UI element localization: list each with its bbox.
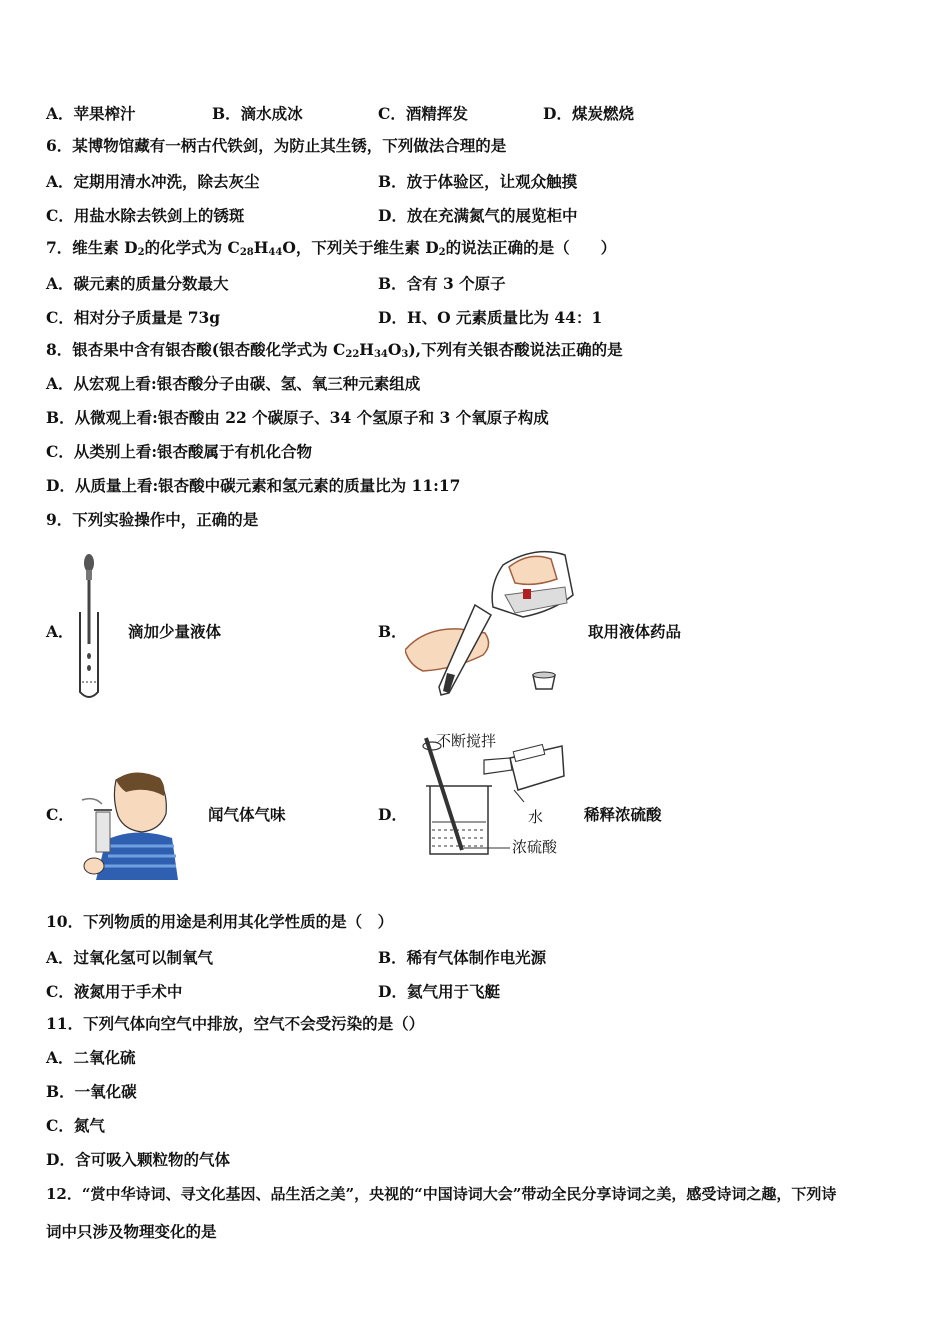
q11-option-d: D．含可吸入颗粒物的气体: [46, 1150, 230, 1169]
q9-c-caption: 闻气体气味: [208, 805, 286, 824]
q9-d-note-acid: 浓硫酸: [512, 838, 558, 856]
q9-b-label: B．: [378, 622, 407, 641]
q7-option-b: B．含有 3 个原子: [378, 274, 506, 293]
q5-option-d: D．煤炭燃烧: [543, 104, 634, 123]
q8-stem: 8．银杏果中含有银杏酸(银杏酸化学式为 $C_{22}H_{34}O_3$),下列有关银杏酸说法正确的是: [46, 340, 623, 360]
q8-option-a: A．从宏观上看:银杏酸分子由碳、氢、氧三种元素组成: [46, 374, 421, 393]
q12-stem-line1: 12．“赏中华诗词、寻文化基因、品生活之美”，央视的“中国诗词大会”带动全民分享诗词之美，感受诗词之趣，下列诗: [46, 1185, 837, 1203]
q9-d-caption: 稀释浓硫酸: [584, 805, 662, 824]
q6-option-d: D．放在充满氮气的展览柜中: [378, 206, 578, 225]
q10-option-c: C．液氮用于手术中: [46, 982, 183, 1001]
q8-option-c: C．从类别上看:银杏酸属于有机化合物: [46, 442, 313, 461]
q11-stem: 11．下列气体向空气中排放，空气不会受污染的是（）: [46, 1014, 425, 1033]
dropper-tube-illustration: [72, 552, 108, 702]
q5-option-c: C．酒精挥发: [378, 104, 468, 123]
q7-stem: 7．维生素 $D_2$的化学式为 $C_{28}H_{44}O$，下列关于维生素 $D_2$的说法正确的是（ ）: [46, 238, 617, 258]
q10-option-d: D．氦气用于飞艇: [378, 982, 500, 1001]
q12-stem-line2: 词中只涉及物理变化的是: [46, 1222, 217, 1241]
q8-option-b: B．从微观上看:银杏酸由 22 个碳原子、34 个氢原子和 3 个氧原子构成: [46, 408, 549, 427]
q6-stem: 6．某博物馆藏有一柄古代铁剑，为防止其生锈，下列做法合理的是: [46, 136, 507, 155]
q6-option-a: A．定期用清水冲洗，除去灰尘: [46, 172, 260, 191]
q9-a-label: A．: [46, 622, 74, 641]
q7-option-d: D．H、O 元素质量比为 44：1: [378, 308, 603, 327]
q6-option-b: B．放于体验区，让观众触摸: [378, 172, 578, 191]
q7-option-a: A．碳元素的质量分数最大: [46, 274, 229, 293]
q9-d-label: D．: [378, 805, 407, 824]
q10-option-b: B．稀有气体制作电光源: [378, 948, 547, 967]
pouring-liquid-illustration: [405, 545, 575, 700]
q11-option-c: C．氮气: [46, 1116, 105, 1135]
q11-option-a: A．二氧化硫: [46, 1048, 136, 1067]
q10-stem: 10．下列物质的用途是利用其化学性质的是（ ）: [46, 912, 394, 931]
q11-option-b: B．一氧化碳: [46, 1082, 137, 1101]
q9-d-note-water: 水: [528, 808, 544, 826]
q9-c-label: C．: [46, 805, 74, 824]
q5-option-b: B．滴水成冰: [212, 104, 303, 123]
q9-b-caption: 取用液体药品: [588, 622, 682, 641]
q9-a-caption: 滴加少量液体: [128, 622, 222, 641]
q10-option-a: A．过氧化氢可以制氧气: [46, 948, 214, 967]
smelling-gas-illustration: [76, 770, 180, 880]
q6-option-c: C．用盐水除去铁剑上的锈斑: [46, 206, 245, 225]
q9-stem: 9．下列实验操作中，正确的是: [46, 510, 259, 529]
q5-option-a: A．苹果榨汁: [46, 104, 136, 123]
q7-option-c: C．相对分子质量是 73g: [46, 308, 221, 327]
q9-d-note-stir: 不断搅拌: [436, 732, 497, 750]
q8-option-d: D．从质量上看:银杏酸中碳元素和氢元素的质量比为 11:17: [46, 476, 461, 495]
